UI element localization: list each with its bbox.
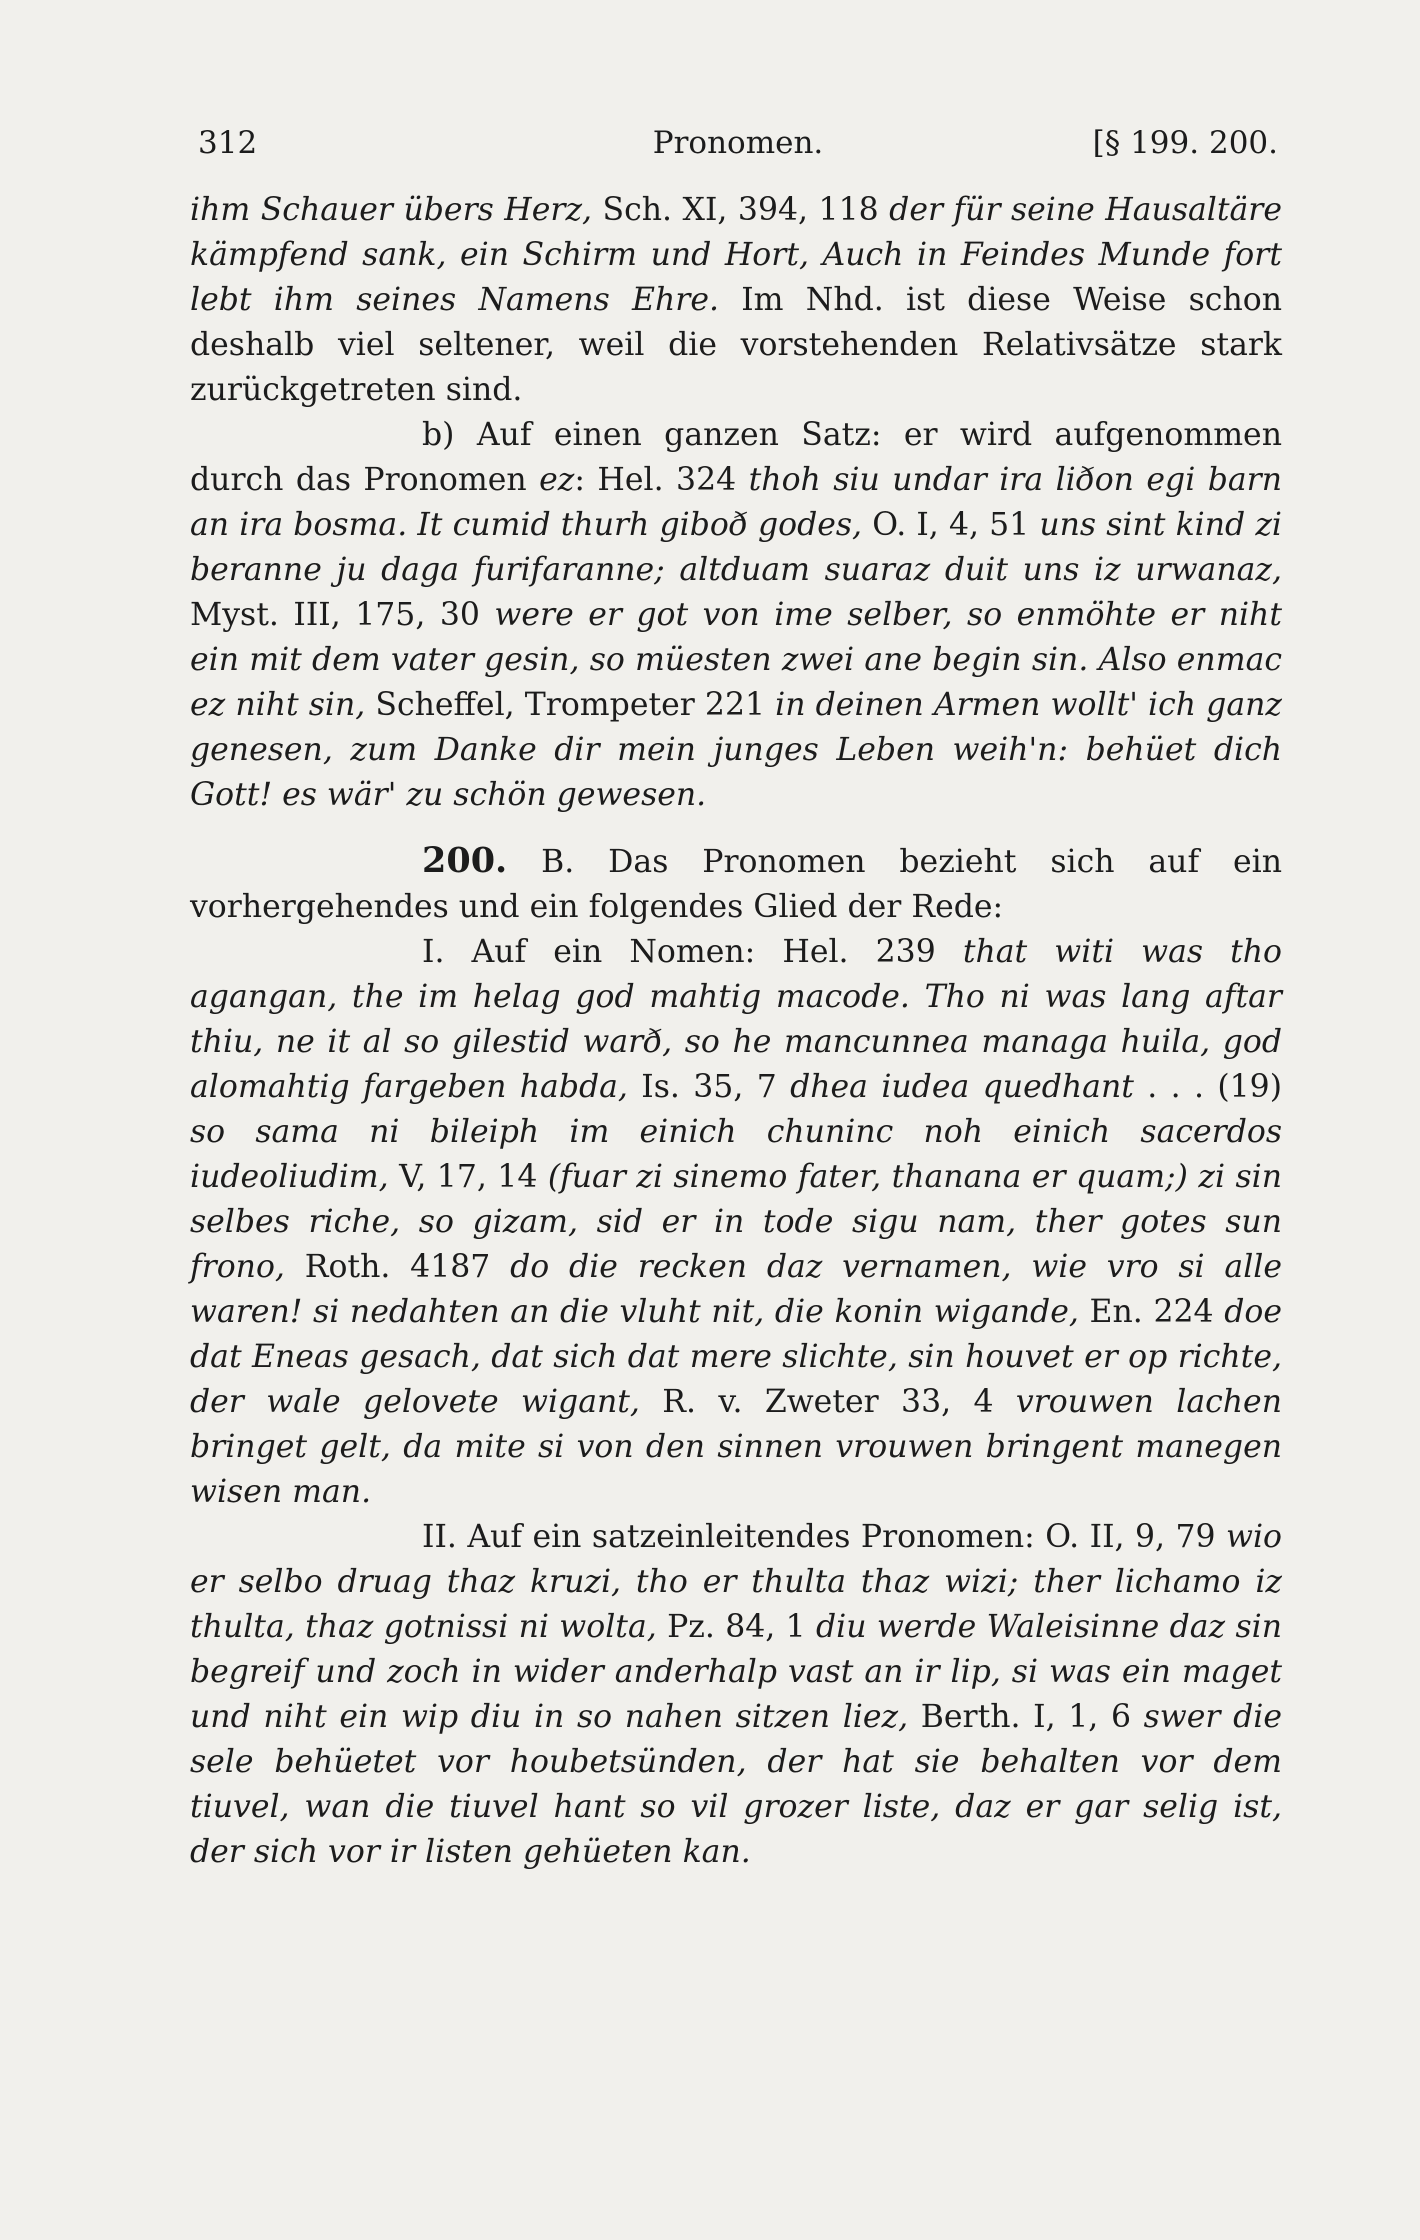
quote: dhea iudea quedhant [790,1069,1134,1105]
commentary: I. Auf ein Nomen: Hel. 239 [422,934,963,970]
commentary: b) Auf einen ganzen Satz: er wird aufgenommen durch das Pronomen [190,417,1282,498]
citation: Scheffel, Trompeter 221 [365,687,776,723]
quote: do die recken daz vernamen, wie vro si alle waren! si nedahten an die vluht nit, die konin wigande, [190,1249,1282,1330]
section-reference: [§ 199. 200. [1092,125,1278,161]
citation: O. I, 4, 51 [862,507,1040,543]
citation: En. 224 [1078,1294,1225,1330]
commentary: II. Auf ein satzeinleitendes Pronomen: O. II, 9, 79 [422,1519,1226,1555]
citation: Roth. 4187 [284,1249,511,1285]
citation: : Hel. 324 [574,462,749,498]
quote: der für seine Hausaltäre kämpfend sank, ein Schirm und Hort, Auch in Feindes Munde fort lebt ihm seines Namens Ehre. [190,192,1282,318]
quote: wio er selbo druag thaz kruzi, tho er thulta thaz wizi; ther lichamo iz thulta, thaz gotnissi ni wolta, [190,1519,1282,1645]
section-intro: B. Das Pronomen bezieht sich auf ein vorhergehendes und ein folgendes Glied der Rede: [190,844,1282,925]
quote: (fuar zi sinemo fater, thanana er quam;) zi sin selbes riche, so gizam, sid er in tode sigu nam, ther gotes sun frono, [190,1159,1282,1285]
paragraph-I [190,930,1282,1515]
paragraph-a-continuation [190,188,1282,413]
citation: Berth. I, 1, 6 [908,1699,1144,1735]
citation: R. v. Zweter 33, 4 [639,1384,1016,1420]
quote: vrouwen lachen bringet gelt, da mite si von den sinnen vrouwen bringent manegen wisen man. [190,1384,1282,1510]
quote: in deinen Armen wollt' ich ganz genesen, zum Danke dir mein junges Leben weih'n: behüet dich Gott! es wär' zu schön gewesen. [190,687,1282,813]
quote: so sama ni bileiph im einich chuninc noh einich sacerdos iudeoliudim, [190,1114,1282,1195]
quote: swer die sele behüetet vor houbetsünden, der hat sie behalten vor dem tiuvel, wan die tiuvel hant so vil grozer liste, daz er gar selig ist, der sich vor ir listen gehüeten kan. [190,1699,1282,1870]
quote: doe dat Eneas gesach, dat sich dat mere slichte, sin houvet er op richte, der wale gelovete wigant, [190,1294,1282,1420]
quote: diu werde Waleisinne daz sin begreif und zoch in wider anderhalp vast an ir lip, si was ein maget und niht ein wip diu in so nahen sitzen liez, [190,1609,1282,1735]
citation: Sch. XI, 394, 118 [592,192,890,228]
section-200-heading [190,838,1282,930]
citation: Myst. III, 175, 30 [190,597,495,633]
quote: that witi was tho agangan, the im helag god mahtig macode. Tho ni was lang aftar thiu, ne it al so gilestid warð, so he mancunnea managa huila, god alomahtig fargeben habda, [190,934,1283,1105]
body-text [190,188,1282,1875]
page-number: 312 [198,125,258,161]
citation: V, 17, 14 [388,1159,548,1195]
running-header [198,118,1278,168]
citation: Is. 35, 7 [627,1069,791,1105]
paragraph-II [190,1515,1282,1875]
citation: Pz. 84, 1 [656,1609,816,1645]
paragraph-b [190,413,1282,818]
quote: thoh siu undar ira liðon egi barn an ira bosma. It cumid thurh giboð godes, [190,462,1282,543]
quote: ihm Schauer übers Herz, [190,192,593,228]
citation: . . . (19) [1133,1069,1282,1105]
quote: uns sint kind zi beranne ju daga furifaranne; altduam suaraz duit uns iz urwanaz, [190,507,1282,588]
quote: were er got von ime selber, so enmöhte er niht ein mit dem vater gesin, so müesten zwei ane begin sin. Also enmac ez niht sin, [190,597,1283,723]
running-title: Pronomen. [652,125,824,161]
quote: ez [539,462,575,498]
commentary: Im Nhd. ist diese Weise schon deshalb viel seltener, weil die vorstehenden Relativsätze stark zurückgetreten sind. [190,282,1282,408]
section-number: 200. [422,840,508,881]
